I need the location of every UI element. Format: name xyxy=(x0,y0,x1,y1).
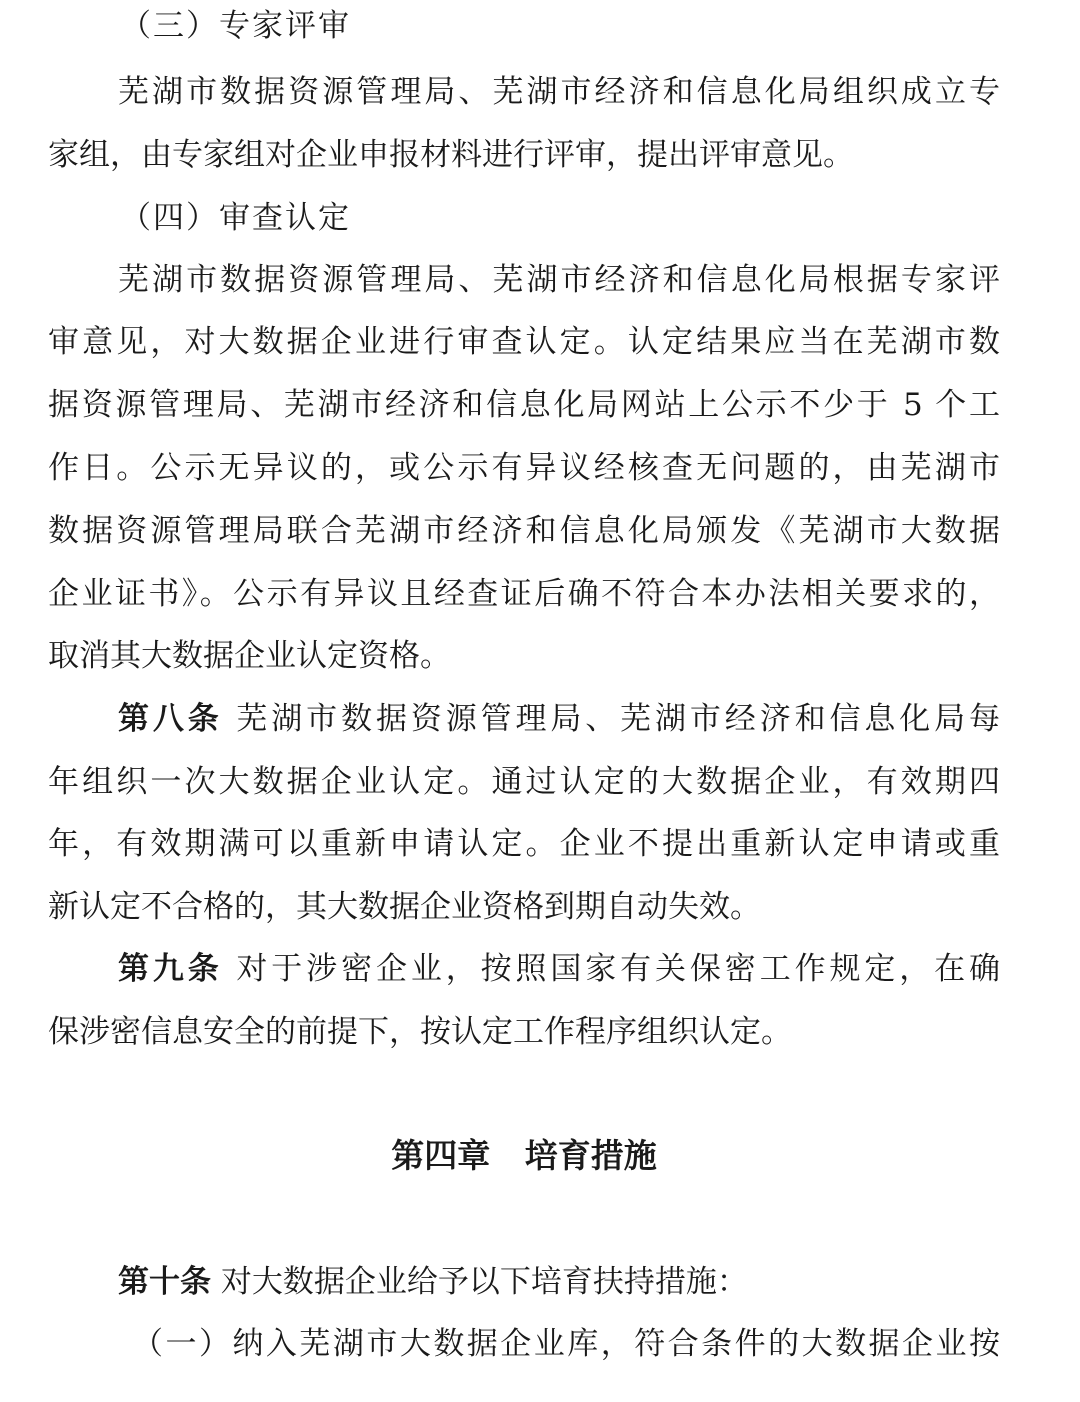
article-10-label: 第十条 xyxy=(118,1264,211,1300)
article-8-label: 第八条 xyxy=(118,701,223,737)
article-10-first-line xyxy=(48,1262,1000,1302)
article-8-line-2: 年组织一次大数据企业认定。通过认定的大数据企业，有效期四 xyxy=(48,764,1000,800)
article-8-line-3: 年，有效期满可以重新申请认定。企业不提出重新认定申请或重 xyxy=(48,826,1000,862)
article-9-first-line xyxy=(48,949,1000,989)
article-9-label: 第九条 xyxy=(118,951,223,987)
article-8-line-4: 新认定不合格的，其大数据企业资格到期自动失效。 xyxy=(48,889,761,925)
article-9-first-line-text: 对于涉密企业，按照国家有关保密工作规定，在确 xyxy=(222,951,1001,987)
section-4-line-5: 数据资源管理局联合芜湖市经济和信息化局颁发《芜湖市大数据 xyxy=(48,513,1000,549)
section-3-heading: （三）专家评审 xyxy=(120,8,351,44)
article-8-first-line-text: 芜湖市数据资源管理局、芜湖市经济和信息化局每 xyxy=(222,701,1001,737)
section-3-line-2: 家组，由专家组对企业申报材料进行评审，提出评审意见。 xyxy=(48,137,854,173)
section-4-line-6: 企业证书》。公示有异议且经查证后确不符合本办法相关要求的， xyxy=(48,576,1000,612)
article-9-line-2: 保涉密信息安全的前提下，按认定工作程序组织认定。 xyxy=(48,1014,792,1050)
section-3-line-1: 芜湖市数据资源管理局、芜湖市经济和信息化局组织成立专 xyxy=(118,74,1000,110)
article-8-first-line xyxy=(48,699,1000,739)
article-10-first-line-text: 对大数据企业给予以下培育扶持措施： xyxy=(211,1264,748,1300)
section-4-line-3: 据资源管理局、芜湖市经济和信息化局网站上公示不少于 5 个工 xyxy=(48,387,1000,423)
section-4-line-7: 取消其大数据企业认定资格。 xyxy=(48,638,451,674)
section-4-line-2: 审意见，对大数据企业进行审查认定。认定结果应当在芜湖市数 xyxy=(48,324,1000,360)
chapter-4-title: 第四章 培育措施 xyxy=(391,1136,657,1175)
section-4-line-1: 芜湖市数据资源管理局、芜湖市经济和信息化局根据专家评 xyxy=(118,262,1000,298)
section-4-line-4: 作日。公示无异议的，或公示有异议经核查无问题的，由芜湖市 xyxy=(48,450,1000,486)
section-4-heading: （四）审查认定 xyxy=(120,200,351,236)
article-10-item-1: （一）纳入芜湖市大数据企业库，符合条件的大数据企业按 xyxy=(132,1326,1000,1362)
